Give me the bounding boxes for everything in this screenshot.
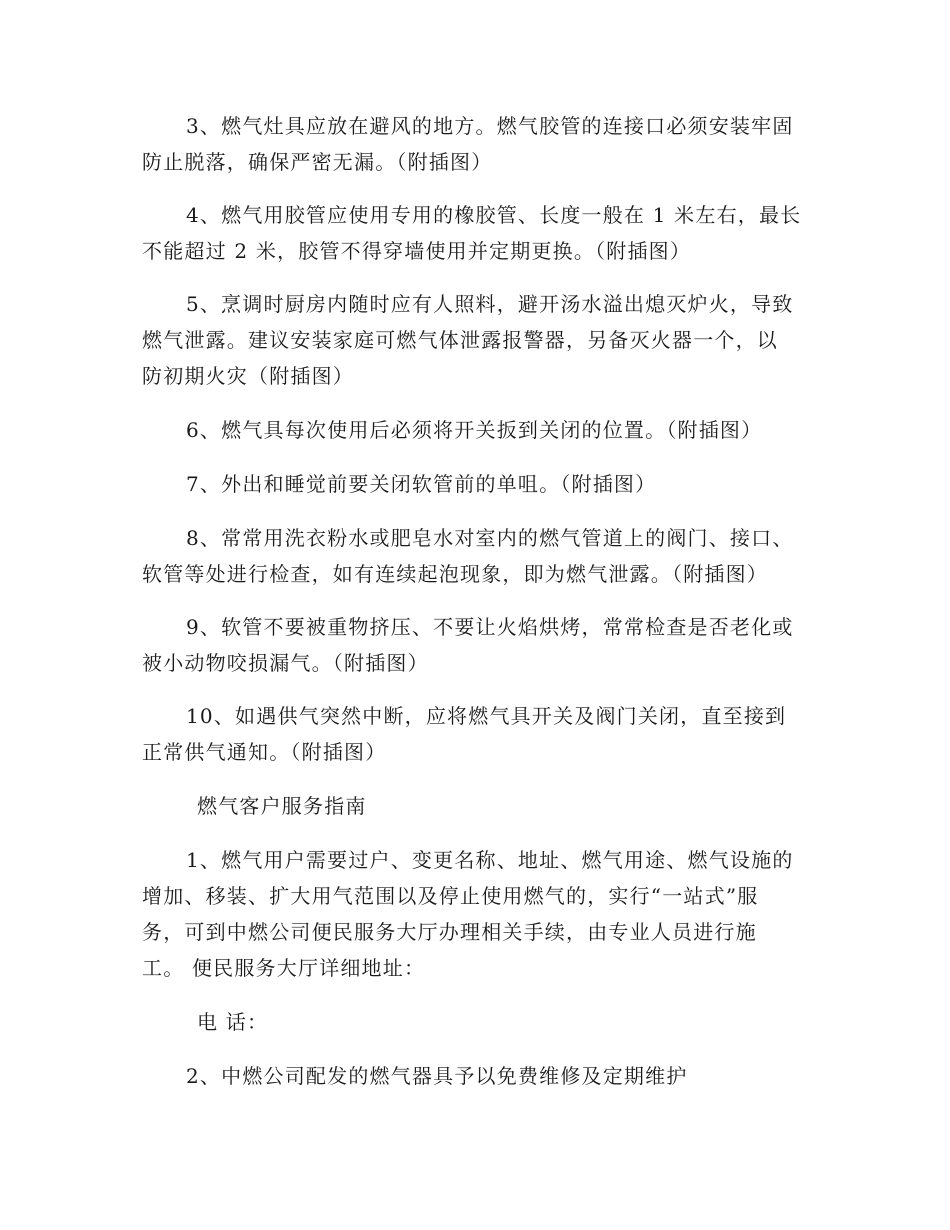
item-3-line-1: 3、燃气灶具应放在避风的地方。燃气胶管的连接口必须安装牢固 <box>186 114 794 138</box>
item-8-line-1: 8、常常用洗衣粉水或肥皂水对室内的燃气管道上的阀门、接口、 <box>186 526 794 550</box>
service-2-line-1: 2、中燃公司配发的燃气器具予以免费维修及定期维护 <box>186 1064 688 1088</box>
item-8-line-2: 软管等处进行检查，如有连续起泡现象，即为燃气泄露。（附插图） <box>142 562 768 586</box>
section-heading: 燃气客户服务指南 <box>197 794 367 818</box>
item-4-line-2: 不能超过 2 米，胶管不得穿墙使用并定期更换。（附插图） <box>142 239 692 263</box>
item-9-line-1: 9、软管不要被重物挤压、不要让火焰烘烤，常常检查是否老化或 <box>186 615 794 639</box>
service-1-line-4: 工。 便民服务大厅详细地址： <box>142 956 426 980</box>
item-7-line-1: 7、外出和睡觉前要关闭软管前的单咀。（附插图） <box>186 472 657 496</box>
service-1-line-2: 增加、移装、扩大用气范围以及停止使用燃气的，实行“一站式”服 <box>142 884 759 908</box>
item-3-line-2: 防止脱落，确保严密无漏。（附插图） <box>142 150 493 174</box>
item-4-line-1: 4、燃气用胶管应使用专用的橡胶管、长度一般在 1 米左右，最长 <box>186 203 802 227</box>
item-10-line-2: 正常供气通知。（附插图） <box>142 740 387 764</box>
item-5-line-2: 燃气泄露。建议安装家庭可燃气体泄露报警器，另备灭火器一个，以 <box>142 328 778 352</box>
item-5-line-1: 5、烹调时厨房内随时应有人照料，避开汤水溢出熄灭炉火，导致 <box>186 292 794 316</box>
service-1-line-1: 1、燃气用户需要过户、变更名称、地址、燃气用途、燃气设施的 <box>186 848 794 872</box>
item-5-line-3: 防初期火灾（附插图） <box>142 364 354 388</box>
item-10-line-1: 10、如遇供气突然中断，应将燃气具开关及阀门关闭，直至接到 <box>186 704 787 728</box>
item-6-line-1: 6、燃气具每次使用后必须将开关扳到关闭的位置。（附插图） <box>186 418 763 442</box>
service-1-line-3: 务，可到中燃公司便民服务大厅办理相关手续，由专业人员进行施 <box>142 920 757 944</box>
telephone-label: 电 话： <box>197 1010 269 1034</box>
item-9-line-2: 被小动物咬损漏气。（附插图） <box>142 651 429 675</box>
